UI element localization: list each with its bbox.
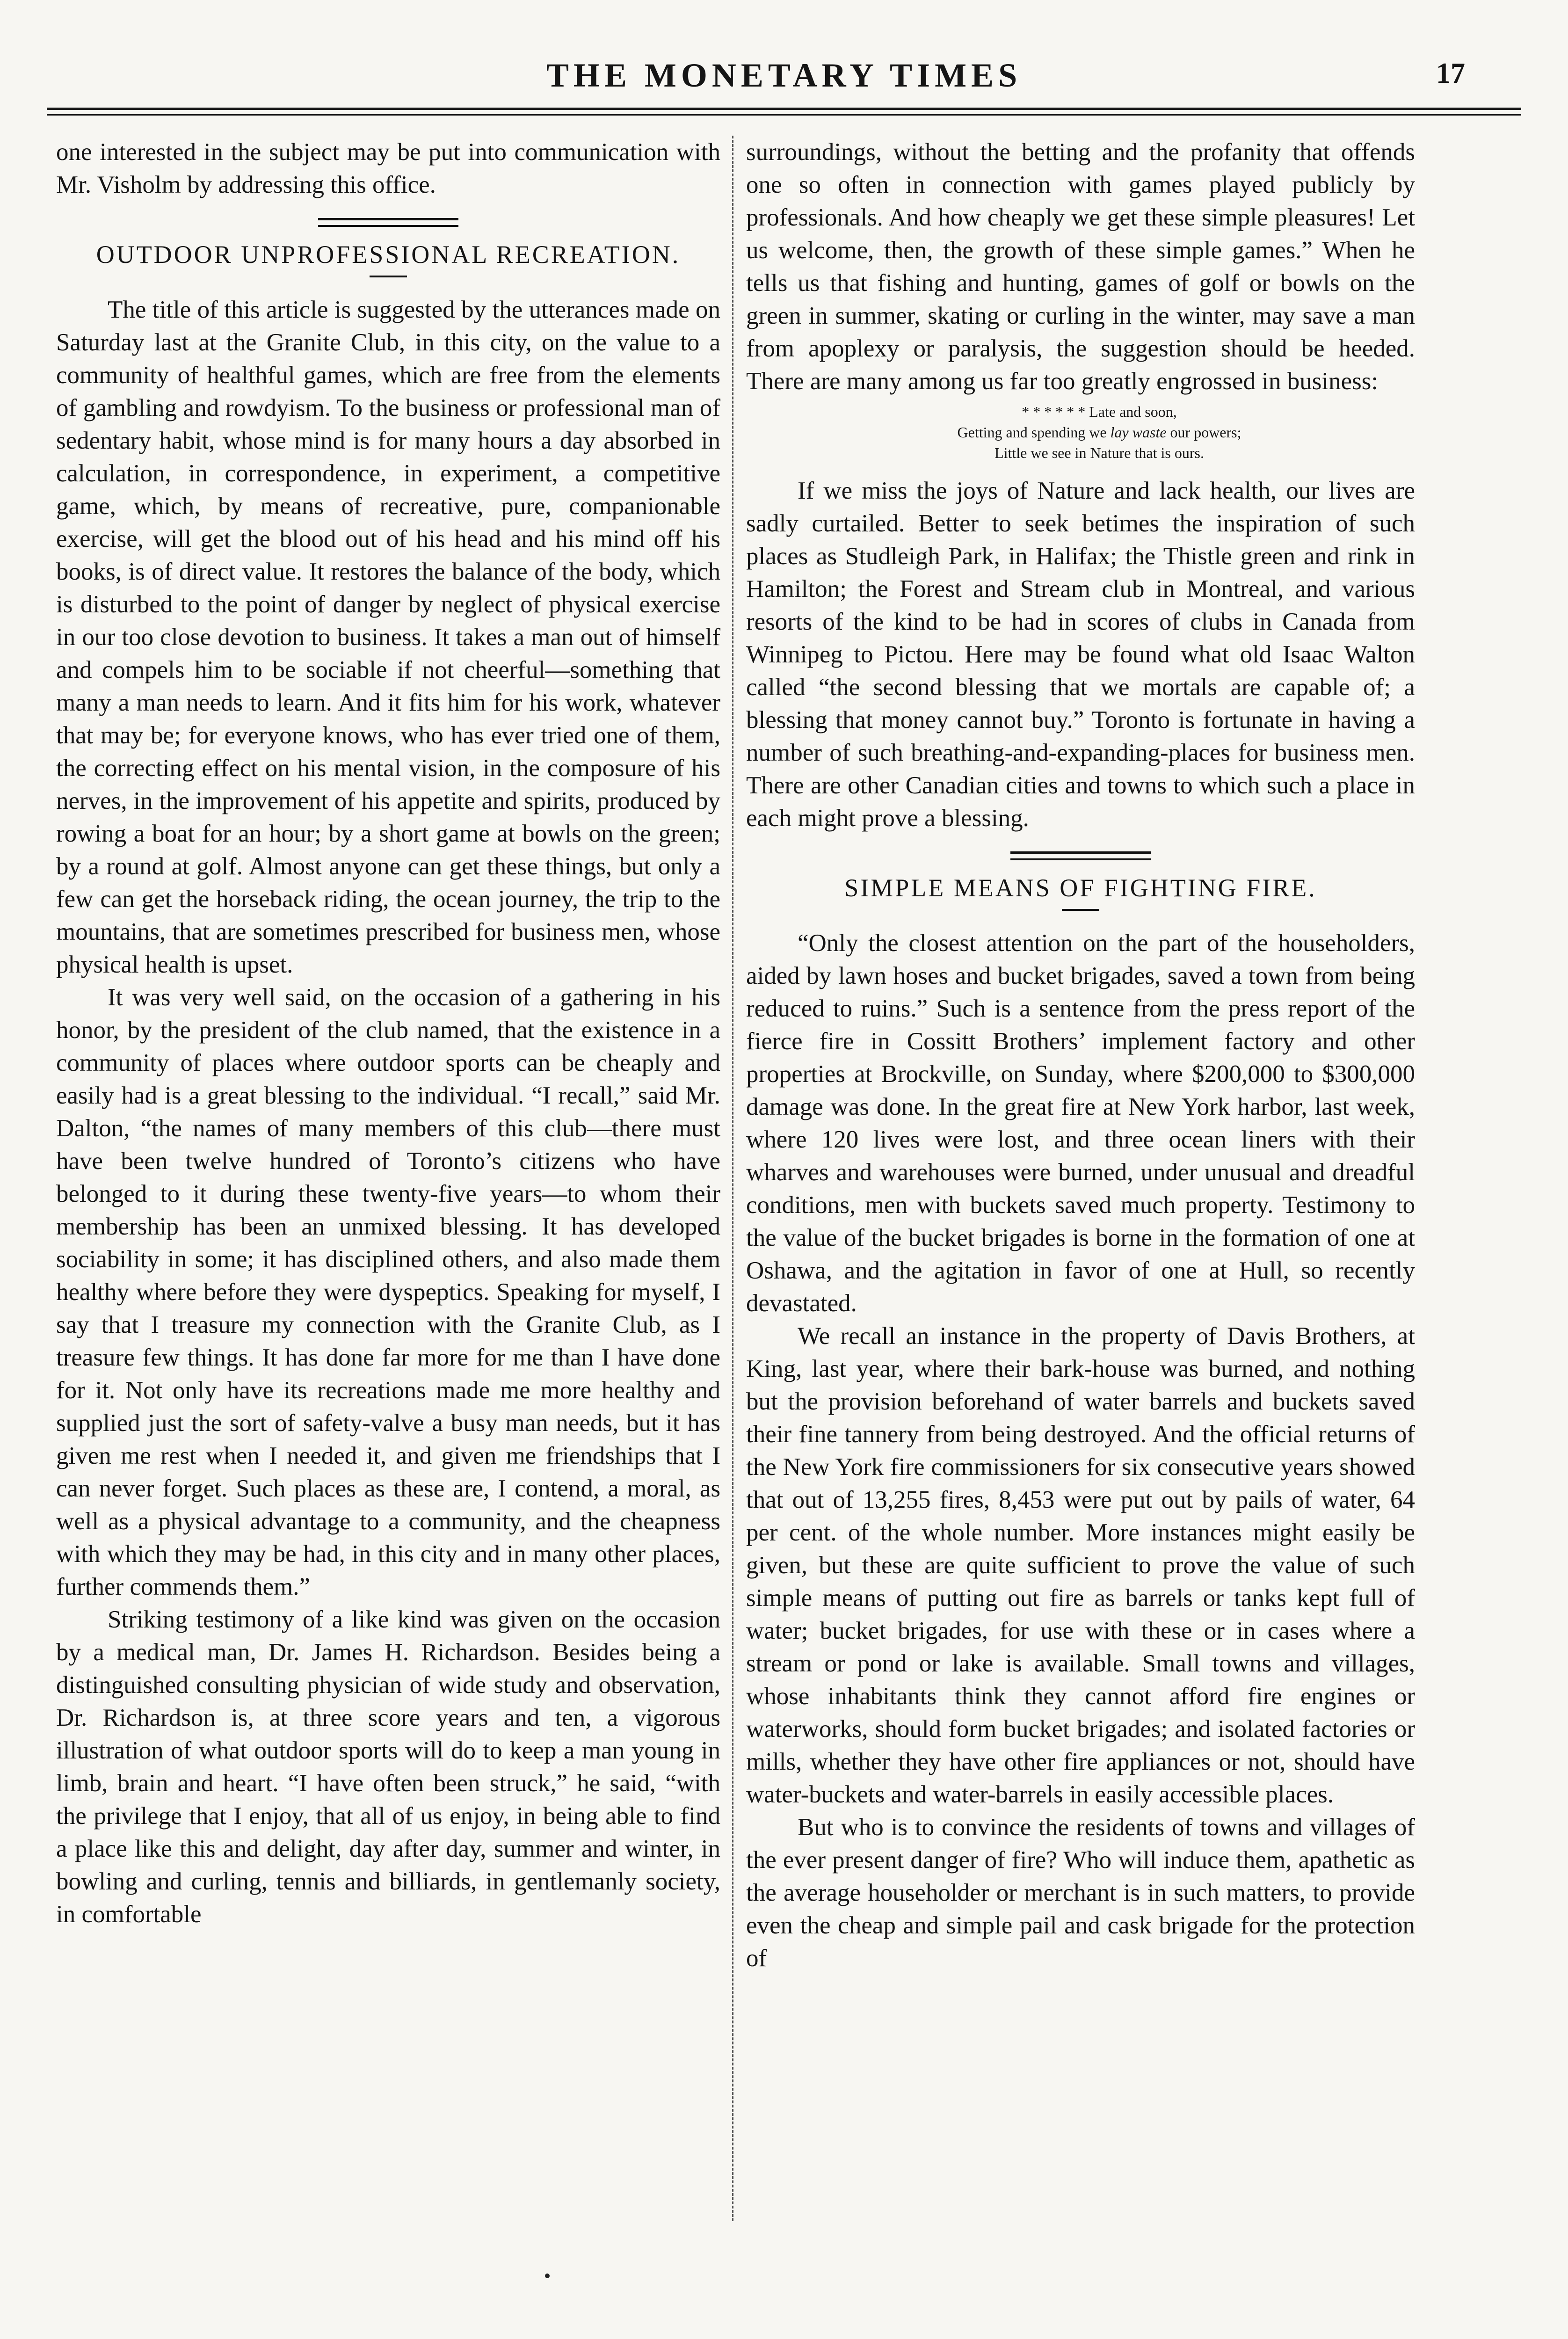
column-divider <box>732 136 733 2221</box>
article-paragraph: The title of this article is suggested by the utterances made on Saturday last at the Granite Club, in this city, on the value to a community of healthful games, which are free from the elements of gambling and rowdyism. To the business or professional man of sedentary habit, whose mind is for many hours a day absorbed in calculation, in correspondence, in experiment, a competitive game, which, by means of recreative, pure, companionable exercise, will get the blood out of his head and his mind off his books, is of direct value. It restores the balance of the body, which is disturbed to the point of danger by neglect of physical exercise in our too close devotion to business. It takes a man out of himself and compels him to be sociable if not cheerful—something that many a man needs to learn. And it fits him for his work, whatever that may be; for everyone knows, who has ever tried one of them, the correcting effect on his mental vision, in the composure of his nerves, in the improvement of his appetite and spirits, produced by rowing a boat for an hour; by a short game at bowls on the green; by a round at golf. Almost anyone can get these things, but only a few can get the horseback riding, the ocean journey, the trip to the mountains, that are sometimes prescribed for business men, whose physical health is upset. <box>56 296 720 978</box>
poem-quotation <box>784 401 1415 463</box>
page-number: 17 <box>1436 58 1465 89</box>
header-rule-thin <box>47 114 1521 116</box>
poem-line: Little we see in Nature that is ours. <box>995 444 1204 461</box>
article-paragraph: We recall an instance in the property of Davis Brothers, at King, last year, where their bark-house was burned, and nothing but the provision beforehand of water barrels and buckets saved their fine tannery from being destroyed. And the official returns of the New York fire commissioners for six consecutive years showed that out of 13,255 fires, 8,453 were put out by pails of water, 64 per cent. of the whole number. More instances might easily be given, but these are quite sufficient to prove the value of such simple means of putting out fire as barrels or tanks kept full of water; bucket brigades, for use with these or in cases where a stream or pond or lake is available. Small towns and villages, whose inhabitants think they cannot afford fire engines or waterworks, should form bucket brigades; and isolated factories or mills, whether they have other fire appliances or not, should have water-buckets and water-barrels in easily accessible places. <box>746 1322 1415 1808</box>
right-column <box>746 136 1415 1975</box>
masthead-title: THE MONETARY TIMES <box>546 57 1022 94</box>
heading-dash <box>370 276 407 277</box>
heading-divider <box>1010 851 1151 860</box>
heading-divider <box>318 218 458 227</box>
heading-dash <box>1062 909 1099 911</box>
article-paragraph: “Only the closest attention on the part of the householders, aided by lawn hoses and bucket brigades, saved a town from being reduced to ruins.” Such is a sentence from the press report of the fierce fire in Cossitt Brothers’ implement factory and other properties at Brockville, on Sunday, where $200,000 to $300,000 damage was done. In the great fire at New York harbor, last week, where 120 lives were lost, and three ocean liners with their wharves and warehouses were burned, under unusual and dreadful conditions, men with buckets saved much property. Testimony to the value of the bucket brigades is borne in the formation of one at Oshawa, and the agitation in favor of one at Hull, so recently devastated. <box>746 930 1415 1317</box>
poem-line: Getting and spending we lay waste our powers; <box>957 424 1241 441</box>
article-paragraph: But who is to convince the residents of towns and villages of the ever present danger of fire? Who will induce them, apathetic as the average householder or merchant is in such matters, to provide even the cheap and simple pail and cask brigade for the protection of <box>746 1814 1415 1972</box>
intro-paragraph: one interested in the subject may be put into communication with Mr. Visholm by addressing this office. <box>56 138 720 198</box>
article-heading-recreation: OUTDOOR UNPROFESSIONAL RECREATION. <box>96 240 681 269</box>
header-rule <box>47 108 1521 110</box>
continued-paragraph: surroundings, without the betting and the profanity that offends one so often in connection with games played publicly by professionals. And how cheaply we get these simple pleasures! Let us welcome, then, the growth of these simple games.” When he tells us that fishing and hunting, games of golf or bowls on the green in summer, skating or curling in the winter, may save a man from apoplexy or paralysis, the suggestion should be heeded. There are many among us far too greatly engrossed in business: <box>746 138 1415 395</box>
article-paragraph: It was very well said, on the occasion of a gathering in his honor, by the president of the club named, that the existence in a community of places where outdoor sports can be cheaply and easily had is a great blessing to the individual. “I recall,” said Mr. Dalton, “the names of many members of this club—there must have been twelve hundred of Toronto’s citizens who have belonged to it during these twenty-five years—to whom their membership has been an unmixed blessing. It has developed sociability in some; it has disciplined others, and also made them healthy where before they were dyspeptics. Speaking for myself, I say that I treasure my connection with the Granite Club, as I treasure few things. It has done far more for me than I have done for it. Not only have its recreations made me more healthy and supplied just the sort of safety-valve a busy man needs, but it has given me rest when I needed it, and given me friendships that I can never forget. Such places as these are, I contend, a moral, as well as a physical advantage to a community, and the cheapness with which they may be had, in this city and in many other places, further commends them.” <box>56 984 720 1600</box>
article-heading-fire: SIMPLE MEANS OF FIGHTING FIRE. <box>844 874 1317 902</box>
article-paragraph: Striking testimony of a like kind was given on the occasion by a medical man, Dr. James H. Richardson. Besides being a distinguished consulting physician of wide study and observation, Dr. Richardson is, at three score years and ten, a vigorous illustration of what outdoor sports will do to keep a man young in limb, brain and heart. “I have often been struck,” he said, “with the privilege that I enjoy, that all of us enjoy, in being able to find a place like this and delight, day after day, summer and winter, in bowling and curling, tennis and billiards, in gentlemanly society, in comfortable <box>56 1606 720 1928</box>
print-mark <box>545 2274 550 2278</box>
article-paragraph: If we miss the joys of Nature and lack health, our lives are sadly curtailed. Better to seek betimes the inspiration of such places as Studleigh Park, in Halifax; the Thistle green and rink in Hamilton; the Forest and Stream club in Montreal, and various resorts of the kind to be had in scores of clubs in Canada from Winnipeg to Pictou. Here may be found what old Isaac Walton called “the second blessing that we mortals are capable of; a blessing that money cannot buy.” Toronto is fortunate in having a number of such breathing-and-expanding-places for business men. There are other Canadian cities and towns to which such a place in each might prove a blessing. <box>746 477 1415 832</box>
poem-line: * * * * * * Late and soon, <box>1022 403 1177 420</box>
left-column <box>56 136 720 1931</box>
